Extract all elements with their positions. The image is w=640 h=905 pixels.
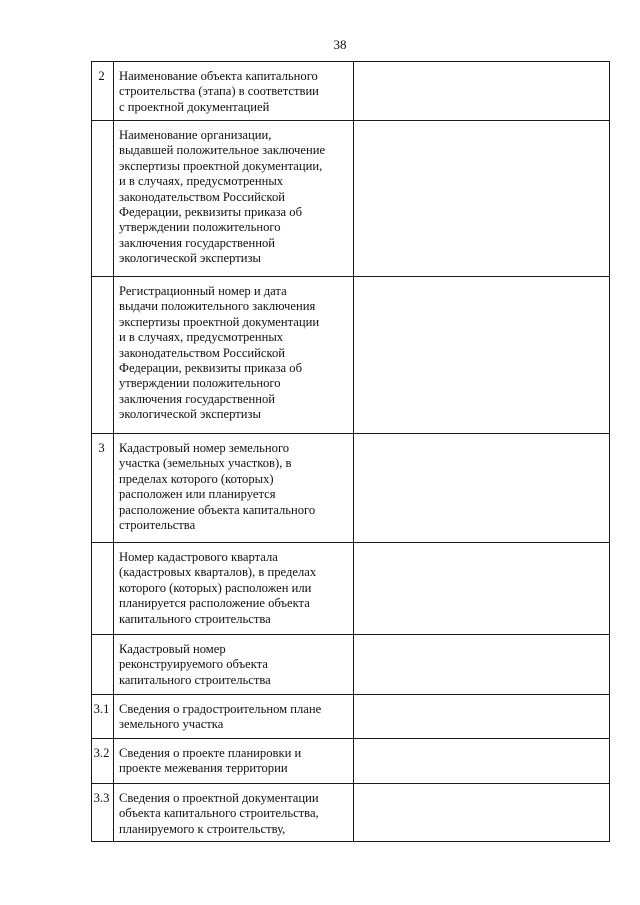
row-label-cell [114, 62, 354, 121]
row-number: 3 [98, 441, 105, 455]
page-number: 38 [333, 37, 347, 52]
row-label: Наименование организации, выдавшей положительное заключение экспертизы проектной документации, и в случаях, предусмотренных законодательством Российской Федерации, реквизиты приказа об утверждении положительного заключения государственной экологической экспертизы [119, 128, 326, 266]
row-label: Кадастровый номер реконструируемого объекта капитального строительства [119, 642, 271, 687]
row-number: 3.2 [93, 746, 110, 760]
permit-form-table [91, 61, 610, 842]
row-value-cell[interactable] [354, 277, 610, 434]
row-value-cell[interactable] [354, 434, 610, 543]
row-label-cell [114, 543, 354, 635]
table-row [92, 277, 610, 434]
row-value-cell[interactable] [354, 784, 610, 842]
row-number: 3.1 [93, 702, 110, 716]
row-label: Кадастровый номер земельного участка (земельных участков), в пределах которого (которых) расположен или планируется расположение объекта капитального строительства [119, 441, 316, 533]
row-number-cell [92, 543, 114, 635]
row-label: Сведения о градостроительном плане земельного участка [119, 702, 322, 732]
row-value-cell[interactable] [354, 121, 610, 277]
row-label: Сведения о проекте планировки и проекте межевания территории [119, 746, 302, 776]
row-label: Регистрационный номер и дата выдачи положительного заключения экспертизы проектной документации и в случаях, предусмотренных законодательством Российской Федерации, реквизиты приказа об утверждении положительного заключения государственной экологической экспертизы [119, 284, 320, 422]
row-number-cell [92, 277, 114, 434]
row-number: 3.3 [93, 791, 110, 805]
table-row [92, 434, 610, 543]
table-row [92, 635, 610, 695]
row-value-cell[interactable] [354, 62, 610, 121]
row-value-cell[interactable] [354, 635, 610, 695]
row-number-cell [92, 62, 114, 121]
row-label-cell [114, 635, 354, 695]
table-row [92, 62, 610, 121]
row-label-cell [114, 784, 354, 842]
row-label: Сведения о проектной документации объекта капитального строительства, планируемого к строительству, [119, 791, 319, 836]
row-label-cell [114, 121, 354, 277]
row-number-cell [92, 121, 114, 277]
table-row [92, 784, 610, 842]
row-number-cell [92, 695, 114, 739]
row-label: Наименование объекта капитального строительства (этапа) в соответствии с проектной документацией [119, 69, 319, 114]
row-value-cell[interactable] [354, 739, 610, 784]
row-label-cell [114, 277, 354, 434]
row-label-cell [114, 434, 354, 543]
table-row [92, 695, 610, 739]
table-row [92, 543, 610, 635]
row-number: 2 [98, 69, 105, 83]
row-number-cell [92, 434, 114, 543]
row-number-cell [92, 739, 114, 784]
table-row [92, 739, 610, 784]
row-label: Номер кадастрового квартала (кадастровых кварталов), в пределах которого (которых) расположен или планируется расположение объекта капитального строительства [119, 550, 317, 626]
table-row [92, 121, 610, 277]
row-value-cell[interactable] [354, 543, 610, 635]
row-value-cell[interactable] [354, 695, 610, 739]
row-label-cell [114, 695, 354, 739]
row-number-cell [92, 635, 114, 695]
row-number-cell [92, 784, 114, 842]
row-label-cell [114, 739, 354, 784]
